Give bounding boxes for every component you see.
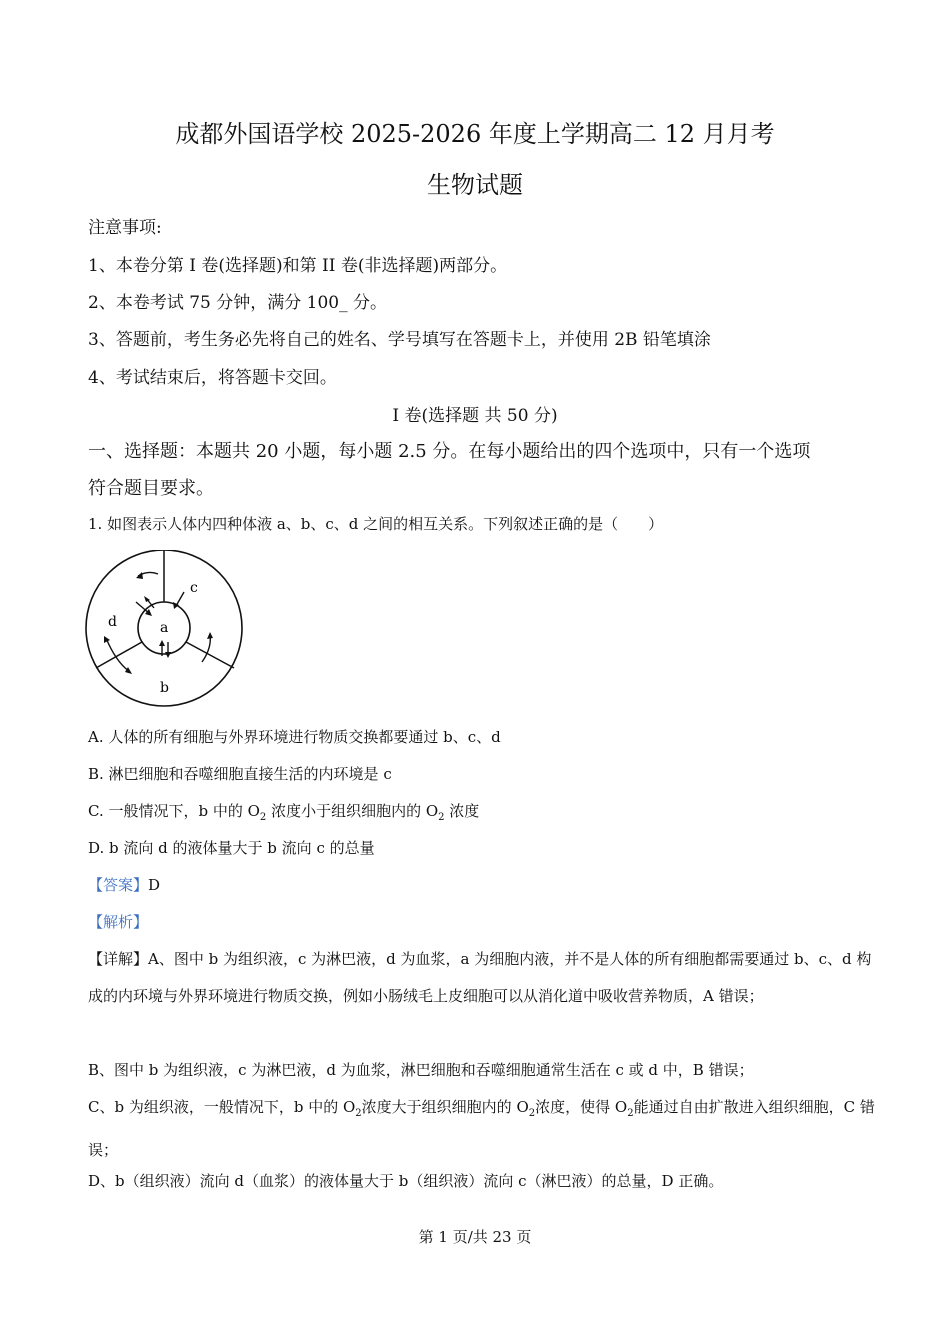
section-title: I 卷(选择题 共 50 分)	[392, 406, 558, 426]
answer-line	[88, 874, 160, 895]
notice-item-2: 2、本卷考试 75 分钟，满分 100_ 分。	[88, 293, 388, 313]
answer-label: 【答案】	[88, 876, 149, 894]
option-a: A. 人体的所有细胞与外界环境进行物质交换都要通过 b、c、d	[88, 728, 501, 746]
divider-left	[96, 642, 142, 668]
answer-value: D	[148, 876, 161, 894]
notice-item-1: 1、本卷分第 I 卷(选择题)和第 II 卷(非选择题)两部分。	[88, 256, 508, 276]
exam-title: 成都外国语学校 2025-2026 年度上学期高二 12 月月考	[175, 120, 775, 148]
page-footer: 第 1 页/共 23 页	[418, 1228, 532, 1246]
option-d: D. b 流向 d 的液体量大于 b 流向 c 的总量	[88, 839, 375, 857]
section-instruction-line2: 符合题目要求。	[88, 478, 214, 499]
detail-a: 【详解】A、图中 b 为组织液，c 为淋巴液，d 为血浆，a 为细胞内液，并不是人体的所有细胞都需要通过 b、c、d 构成的内环境与外界环境进行物质交换，例如小肠绒毛上皮细胞可以从消化道中吸收营养物质，A 错误；	[88, 950, 872, 1005]
label-a: a	[160, 620, 169, 636]
notice-item-4: 4、考试结束后，将答题卡交回。	[88, 368, 337, 388]
notice-heading: 注意事项:	[88, 218, 162, 238]
label-d: d	[108, 614, 117, 630]
label-b: b	[160, 680, 169, 696]
detail-d: D、b（组织液）流向 d（血浆）的液体量大于 b（组织液）流向 c（淋巴液）的总量，D 正确。	[88, 1172, 724, 1190]
option-c: C. 一般情况下，b 中的 $O_2$ 浓度小于组织细胞内的 $O_2$ 浓度	[88, 802, 480, 823]
analysis-label: 【解析】	[88, 913, 149, 931]
label-c: c	[190, 580, 198, 596]
option-b: B. 淋巴细胞和吞噬细胞直接生活的内环境是 c	[88, 765, 392, 783]
notice-item-3: 3、答题前，考生务必先将自己的姓名、学号填写在答题卡上，并使用 2B 铅笔填涂	[88, 330, 711, 350]
exam-subtitle: 生物试题	[427, 171, 523, 199]
arrow-c-to-a	[176, 592, 184, 606]
body-fluid-diagram	[84, 550, 244, 710]
section-instruction-line1: 一、选择题：本题共 20 小题，每小题 2.5 分。在每小题给出的四个选项中，只有一个选项	[88, 441, 811, 462]
detail-b: B、图中 b 为组织液，c 为淋巴液，d 为血浆，淋巴细胞和吞噬细胞通常生活在 c 或 d 中，B 错误；	[88, 1061, 754, 1079]
detail-c: C、b 为组织液，一般情况下，b 中的 $O_2$浓度大于组织细胞内的 $O_2$浓度，使得 $O_2$能通过自由扩散进入组织细胞，C 错误；	[88, 1098, 875, 1159]
question-stem: 1. 如图表示人体内四种体液 a、b、c、d 之间的相互关系。下列叙述正确的是（ ）	[88, 515, 664, 533]
